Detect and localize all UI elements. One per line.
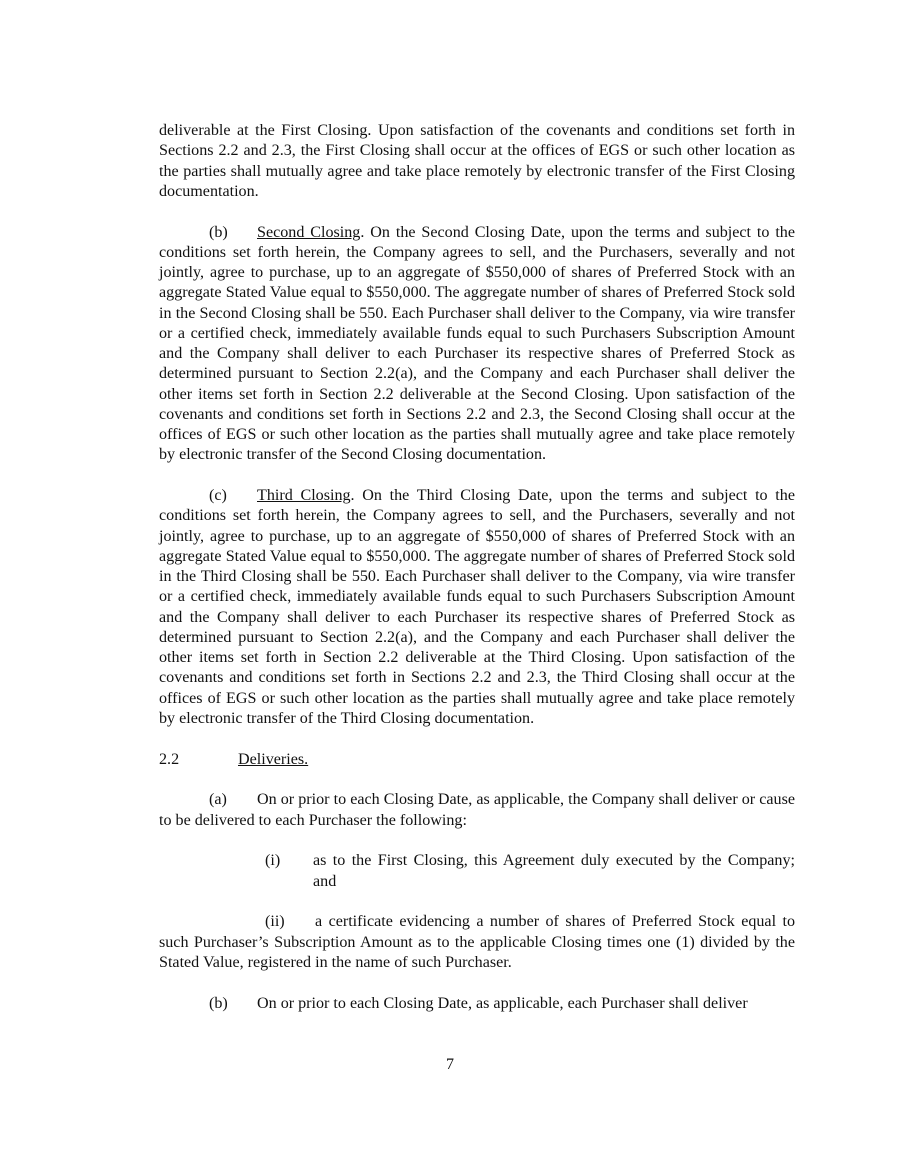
page-number: 7 — [446, 1056, 454, 1073]
deliveries-a-ii-label: (ii) — [265, 913, 285, 931]
third-closing-paragraph — [159, 486, 795, 729]
first-closing-paragraph: deliverable at the First Closing. Upon satisfaction of the covenants and conditions set forth in Sections 2.2 and 2.3, the First Closing shall occur at the offices of EGS or such other location as the parties shall mutually agree and take place remotely by electronic transfer of the First Closing documentation. — [159, 122, 795, 200]
second-closing-label: (b) — [209, 223, 228, 241]
second-closing-paragraph — [159, 223, 795, 466]
third-closing-title: Third Closing — [257, 487, 351, 504]
deliveries-a-ii-paragraph — [159, 912, 795, 973]
third-closing-body: . On the Third Closing Date, upon the terms and subject to the conditions set forth herein, the Company agrees to sell, and the Purchasers, severally and not jointly, agree to purchase, up to an aggregate of $550,000 of shares of Preferred Stock with an aggregate Stated Value equal to $550,000. The aggregate number of shares of Preferred Stock sold in the Third Closing shall be 550. Each Purchaser shall deliver to the Company, via wire transfer or a certified check, immediately available funds equal to such Purchasers Subscription Amount and the Company shall deliver to each Purchaser its respective shares of Preferred Stock as determined pursuant to Section 2.2(a), and the Company and each Purchaser shall deliver the other items set forth in Section 2.2 deliverable at the Third Closing. Upon satisfaction of the covenants and conditions set forth in Sections 2.2 and 2.3, the Third Closing shall occur at the offices of EGS or such other location as the parties shall mutually agree and take place remotely by electronic transfer of the Third Closing documentation. — [159, 487, 795, 727]
deliveries-b-body: On or prior to each Closing Date, as applicable, each Purchaser shall deliver — [257, 994, 748, 1012]
deliveries-a-body: On or prior to each Closing Date, as applicable, the Company shall deliver or cause to be delivered to each Purchaser the following: — [159, 791, 795, 829]
document-body — [159, 121, 795, 1034]
deliveries-b-label: (b) — [209, 994, 228, 1012]
deliveries-heading — [159, 750, 795, 770]
deliveries-title: Deliveries. — [238, 750, 309, 768]
deliveries-a-label: (a) — [209, 791, 227, 809]
deliveries-b-paragraph — [159, 994, 795, 1014]
third-closing-label: (c) — [209, 487, 227, 504]
deliveries-a-i-paragraph — [265, 851, 795, 892]
deliveries-a-i-body: as to the First Closing, this Agreement duly executed by the Company; and — [313, 852, 795, 890]
deliveries-section-number: 2.2 — [159, 750, 180, 768]
second-closing-title: Second Closing — [257, 223, 361, 241]
deliveries-a-ii-body: a certificate evidencing a number of shares of Preferred Stock equal to such Purchaser’s Subscription Amount as to the applicable Closing times one (1) divided by the Stated Value, registered in the name of such Purchaser. — [159, 913, 795, 971]
deliveries-a-i-label: (i) — [265, 852, 281, 870]
deliveries-a-paragraph — [159, 790, 795, 831]
second-closing-body: . On the Second Closing Date, upon the terms and subject to the conditions set forth herein, the Company agrees to sell, and the Purchasers, severally and not jointly, agree to purchase, up to an aggregate of $550,000 of shares of Preferred Stock with an aggregate Stated Value equal to $550,000. The aggregate number of shares of Preferred Stock sold in the Second Closing shall be 550. Each Purchaser shall deliver to the Company, via wire transfer or a certified check, immediately available funds equal to such Purchasers Subscription Amount and the Company shall deliver to each Purchaser its respective shares of Preferred Stock as determined pursuant to Section 2.2(a), and the Company and each Purchaser shall deliver the other items set forth in Section 2.2 deliverable at the Second Closing. Upon satisfaction of the covenants and conditions set forth in Sections 2.2 and 2.3, the Second Closing shall occur at the offices of EGS or such other location as the parties shall mutually agree and take place remotely by electronic transfer of the Second Closing documentation. — [159, 223, 795, 464]
